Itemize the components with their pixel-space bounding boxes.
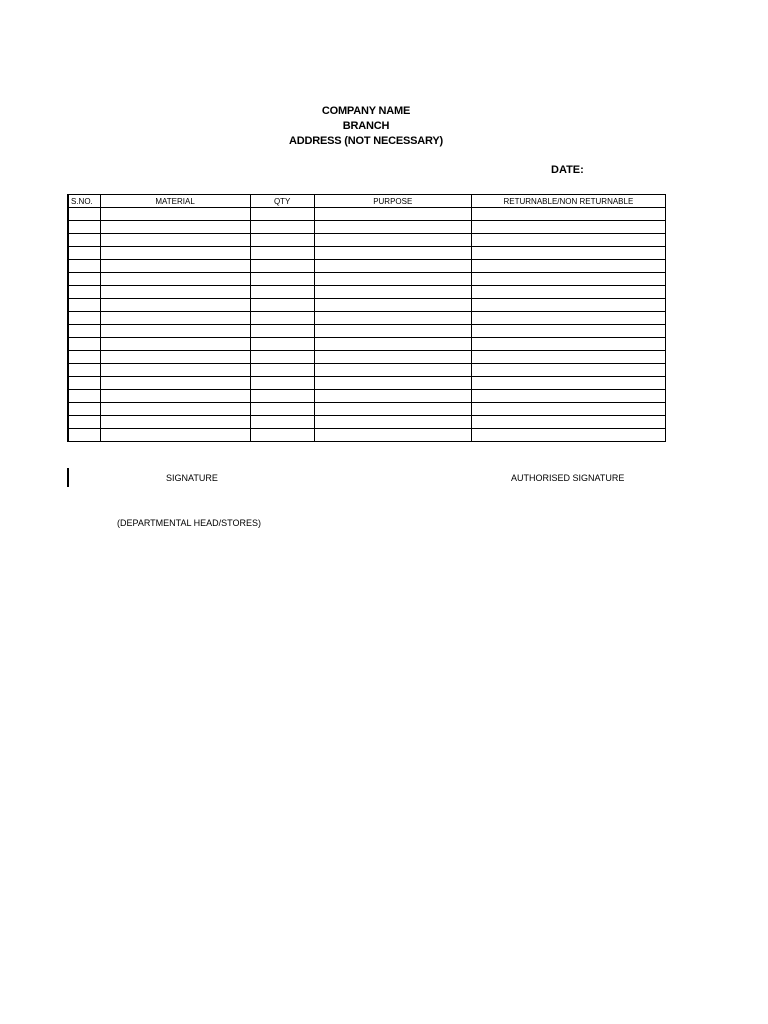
table-cell[interactable] xyxy=(68,416,100,429)
column-header-qty: QTY xyxy=(250,195,314,208)
table-cell[interactable] xyxy=(314,208,471,221)
table-cell[interactable] xyxy=(100,247,250,260)
table-cell[interactable] xyxy=(68,325,100,338)
company-name: COMPANY NAME xyxy=(321,105,411,117)
table-cell[interactable] xyxy=(250,325,314,338)
table-cell[interactable] xyxy=(68,260,100,273)
table-cell[interactable] xyxy=(471,364,665,377)
date-label: DATE: xyxy=(551,164,584,176)
table-cell[interactable] xyxy=(100,221,250,234)
table-row xyxy=(68,390,666,403)
table-cell[interactable] xyxy=(100,273,250,286)
table-cell[interactable] xyxy=(100,208,250,221)
table-cell[interactable] xyxy=(314,377,471,390)
table-cell[interactable] xyxy=(250,429,314,442)
table-cell[interactable] xyxy=(68,234,100,247)
table-cell[interactable] xyxy=(471,312,665,325)
table-cell[interactable] xyxy=(68,221,100,234)
table-row xyxy=(68,299,666,312)
table-cell[interactable] xyxy=(314,273,471,286)
table-row xyxy=(68,273,666,286)
table-cell[interactable] xyxy=(314,312,471,325)
table-cell[interactable] xyxy=(314,364,471,377)
table-cell[interactable] xyxy=(100,416,250,429)
column-header-returnable: RETURNABLE/NON RETURNABLE xyxy=(471,195,665,208)
table-cell[interactable] xyxy=(100,429,250,442)
table-cell[interactable] xyxy=(250,390,314,403)
table-cell[interactable] xyxy=(314,429,471,442)
table-cell[interactable] xyxy=(68,351,100,364)
column-header-purpose: PURPOSE xyxy=(314,195,471,208)
table-row xyxy=(68,429,666,442)
table-cell[interactable] xyxy=(100,338,250,351)
table-row xyxy=(68,377,666,390)
table-row xyxy=(68,221,666,234)
column-header-material: MATERIAL xyxy=(100,195,250,208)
table-row xyxy=(68,312,666,325)
table-cell[interactable] xyxy=(250,208,314,221)
table-cell[interactable] xyxy=(68,429,100,442)
table-cell[interactable] xyxy=(100,286,250,299)
table-cell[interactable] xyxy=(471,208,665,221)
table-cell[interactable] xyxy=(68,364,100,377)
table-cell[interactable] xyxy=(471,338,665,351)
table-cell[interactable] xyxy=(68,208,100,221)
table-row xyxy=(68,364,666,377)
table-cell[interactable] xyxy=(100,260,250,273)
table-cell[interactable] xyxy=(314,416,471,429)
material-table xyxy=(67,194,666,442)
table-cell[interactable] xyxy=(250,221,314,234)
table-cell[interactable] xyxy=(471,429,665,442)
table-cell[interactable] xyxy=(250,234,314,247)
authorised-signature-label: AUTHORISED SIGNATURE xyxy=(511,473,625,483)
table-cell[interactable] xyxy=(100,234,250,247)
table-row xyxy=(68,351,666,364)
table-cell[interactable] xyxy=(100,312,250,325)
table-row xyxy=(68,234,666,247)
table-body xyxy=(68,208,666,442)
table-cell[interactable] xyxy=(471,351,665,364)
table-cell[interactable] xyxy=(250,364,314,377)
table-cell[interactable] xyxy=(250,286,314,299)
table-cell[interactable] xyxy=(100,390,250,403)
table-cell[interactable] xyxy=(314,338,471,351)
table-cell[interactable] xyxy=(314,221,471,234)
table-cell[interactable] xyxy=(471,221,665,234)
table-row xyxy=(68,247,666,260)
table-row xyxy=(68,416,666,429)
table-row xyxy=(68,286,666,299)
table-cell[interactable] xyxy=(250,247,314,260)
table-cell[interactable] xyxy=(314,260,471,273)
table-cell[interactable] xyxy=(471,260,665,273)
table-cell[interactable] xyxy=(314,403,471,416)
table-cell[interactable] xyxy=(250,377,314,390)
table-cell[interactable] xyxy=(250,299,314,312)
table-cell[interactable] xyxy=(68,390,100,403)
table-cell[interactable] xyxy=(250,260,314,273)
table-row xyxy=(68,403,666,416)
table-cell[interactable] xyxy=(68,312,100,325)
table-row xyxy=(68,260,666,273)
table-cell[interactable] xyxy=(471,377,665,390)
table-cell[interactable] xyxy=(314,247,471,260)
table-row xyxy=(68,325,666,338)
table-cell[interactable] xyxy=(471,403,665,416)
departmental-head-label: (DEPARTMENTAL HEAD/STORES) xyxy=(117,518,262,528)
table-cell[interactable] xyxy=(314,234,471,247)
table-cell[interactable] xyxy=(471,325,665,338)
table-cell[interactable] xyxy=(68,286,100,299)
table-cell[interactable] xyxy=(250,416,314,429)
table-cell[interactable] xyxy=(68,299,100,312)
table-cell[interactable] xyxy=(250,273,314,286)
table-cell[interactable] xyxy=(68,403,100,416)
table-cell[interactable] xyxy=(314,299,471,312)
table-cell[interactable] xyxy=(68,247,100,260)
table-cell[interactable] xyxy=(68,377,100,390)
signature-label: SIGNATURE xyxy=(166,473,218,483)
table-cell[interactable] xyxy=(471,299,665,312)
table-cell[interactable] xyxy=(471,247,665,260)
table-cell[interactable] xyxy=(100,377,250,390)
branch-name: BRANCH xyxy=(342,120,390,132)
table-cell[interactable] xyxy=(250,351,314,364)
table-cell[interactable] xyxy=(314,286,471,299)
column-header-sno: S.NO. xyxy=(68,195,100,208)
table-cell[interactable] xyxy=(250,403,314,416)
table-cell[interactable] xyxy=(314,390,471,403)
table-row xyxy=(68,338,666,351)
table-cell[interactable] xyxy=(471,273,665,286)
table-cell[interactable] xyxy=(100,351,250,364)
table-cell[interactable] xyxy=(100,364,250,377)
table-row xyxy=(68,208,666,221)
address-line: ADDRESS (NOT NECESSARY) xyxy=(289,135,443,147)
table-header-row xyxy=(68,195,666,208)
table-cell[interactable] xyxy=(250,338,314,351)
table-cell[interactable] xyxy=(100,299,250,312)
table-cell[interactable] xyxy=(68,273,100,286)
table-cell[interactable] xyxy=(250,312,314,325)
table-cell[interactable] xyxy=(471,416,665,429)
table-cell[interactable] xyxy=(471,390,665,403)
table-cell[interactable] xyxy=(68,338,100,351)
table-cell[interactable] xyxy=(314,325,471,338)
table-cell[interactable] xyxy=(314,351,471,364)
table-cell[interactable] xyxy=(100,325,250,338)
table-cell[interactable] xyxy=(100,403,250,416)
signature-bar-mark xyxy=(67,468,69,487)
table-cell[interactable] xyxy=(471,286,665,299)
table-cell[interactable] xyxy=(471,234,665,247)
